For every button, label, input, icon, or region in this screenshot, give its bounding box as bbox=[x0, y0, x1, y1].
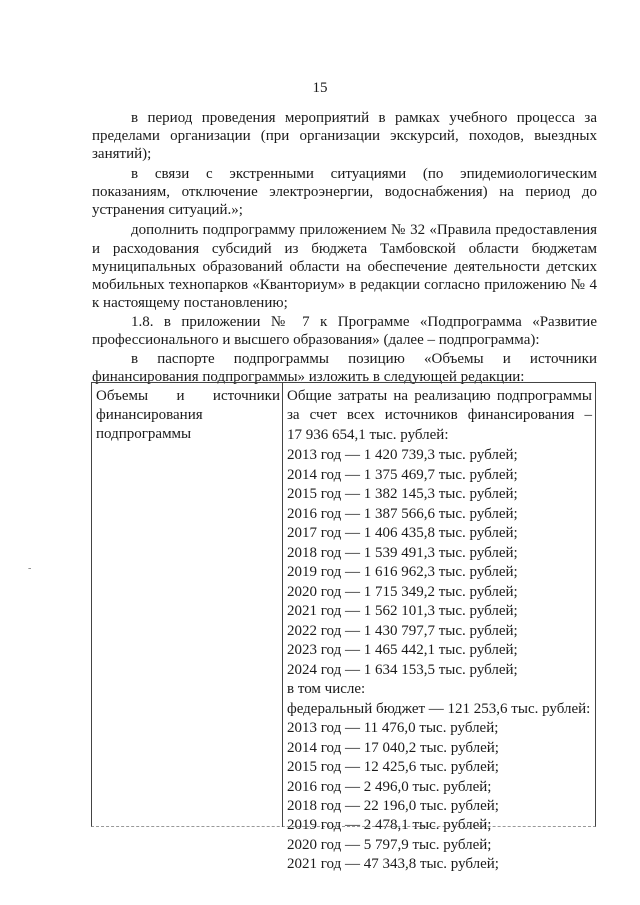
table-left-cell-line: финансирования bbox=[96, 407, 203, 423]
table-right-cell-line: 2013 год — 1 420 739,3 тыс. рублей; bbox=[287, 447, 518, 463]
table-right-cell-line: 2017 год — 1 406 435,8 тыс. рублей; bbox=[287, 525, 518, 541]
table-right-cell-line: 2014 год — 17 040,2 тыс. рублей; bbox=[287, 740, 499, 756]
table-right-cell-line: за счет всех источников финансирования – bbox=[287, 407, 592, 423]
table-right-cell-line: 2015 год — 1 382 145,3 тыс. рублей; bbox=[287, 486, 518, 502]
table-right-cell-line: 2024 год — 1 634 153,5 тыс. рублей; bbox=[287, 662, 518, 678]
paragraph-line: профессионального и высшего образования» (далее – подпрограмма): bbox=[92, 332, 540, 348]
paragraph-line: муниципальных образований области на обеспечение деятельности детских bbox=[92, 259, 597, 275]
paragraph-line: в период проведения мероприятий в рамках учебного процесса за bbox=[131, 110, 597, 126]
table-left-cell-line: Объемы и источники bbox=[96, 388, 280, 404]
table-right-cell-line: 2013 год — 11 476,0 тыс. рублей; bbox=[287, 720, 499, 736]
table-column-divider bbox=[282, 382, 283, 827]
table-left-cell-line: подпрограммы bbox=[96, 426, 192, 442]
table-right-cell-line: 2015 год — 12 425,6 тыс. рублей; bbox=[287, 759, 499, 775]
paragraph-line: в связи с экстренными ситуациями (по эпидемиологическим bbox=[131, 166, 597, 182]
paragraph-line: занятий); bbox=[92, 146, 152, 162]
paragraph-line: пределами организации (при организации экскурсий, походов, выездных bbox=[92, 128, 597, 144]
paragraph-line: мобильных технопарков «Кванториум» в редакции согласно приложению № 4 bbox=[92, 277, 597, 293]
table-right-cell-line: в том числе: bbox=[287, 681, 366, 697]
table-right-cell-line: 2018 год — 22 196,0 тыс. рублей; bbox=[287, 798, 499, 814]
paragraph-line: к настоящему постановлению; bbox=[92, 295, 288, 311]
table-right-cell-line: 2021 год — 47 343,8 тыс. рублей; bbox=[287, 856, 499, 872]
paragraph-line: показаниям, отключение электроэнергии, водоснабжения) на период до bbox=[92, 184, 597, 200]
page-number: 15 bbox=[312, 80, 328, 96]
table-right-cell-line: 2014 год — 1 375 469,7 тыс. рублей; bbox=[287, 467, 518, 483]
table-right-cell-line: 17 936 654,1 тыс. рублей: bbox=[287, 427, 449, 443]
table-right-cell-line: 2020 год — 5 797,9 тыс. рублей; bbox=[287, 837, 492, 853]
paragraph-line: в паспорте подпрограммы позицию «Объемы и источники bbox=[131, 351, 597, 367]
table-right-cell-line: 2020 год — 1 715 349,2 тыс. рублей; bbox=[287, 584, 518, 600]
table-right-cell-line: 2023 год — 1 465 442,1 тыс. рублей; bbox=[287, 642, 518, 658]
table-right-cell-line: 2019 год — 2 478,1 тыс. рублей; bbox=[287, 817, 492, 833]
table-right-cell-line: 2021 год — 1 562 101,3 тыс. рублей; bbox=[287, 603, 518, 619]
table-right-cell-line: 2022 год — 1 430 797,7 тыс. рублей; bbox=[287, 623, 518, 639]
table-right-cell-line: 2016 год — 2 496,0 тыс. рублей; bbox=[287, 779, 492, 795]
paragraph-line: 1.8. в приложении № 7 к Программе «Подпрограмма «Развитие bbox=[131, 314, 597, 330]
paragraph-line: финансирования подпрограммы» изложить в следующей редакции: bbox=[92, 369, 525, 385]
table-right-cell-line: 2019 год — 1 616 962,3 тыс. рублей; bbox=[287, 564, 518, 580]
table-right-cell-line: 2018 год — 1 539 491,3 тыс. рублей; bbox=[287, 545, 518, 561]
table-right-cell-line: Общие затраты на реализацию подпрограммы bbox=[287, 388, 592, 404]
table-right-cell-line: федеральный бюджет — 121 253,6 тыс. рублей: bbox=[287, 701, 591, 717]
paragraph-line: дополнить подпрограмму приложением № 32 «Правила предоставления bbox=[131, 222, 597, 238]
paragraph-line: и расходования субсидий из бюджета Тамбовской области бюджетам bbox=[92, 241, 597, 257]
margin-mark: - bbox=[28, 563, 32, 574]
table-right-cell-line: 2016 год — 1 387 566,6 тыс. рублей; bbox=[287, 506, 518, 522]
paragraph-line: устранения ситуаций.»; bbox=[92, 202, 243, 218]
